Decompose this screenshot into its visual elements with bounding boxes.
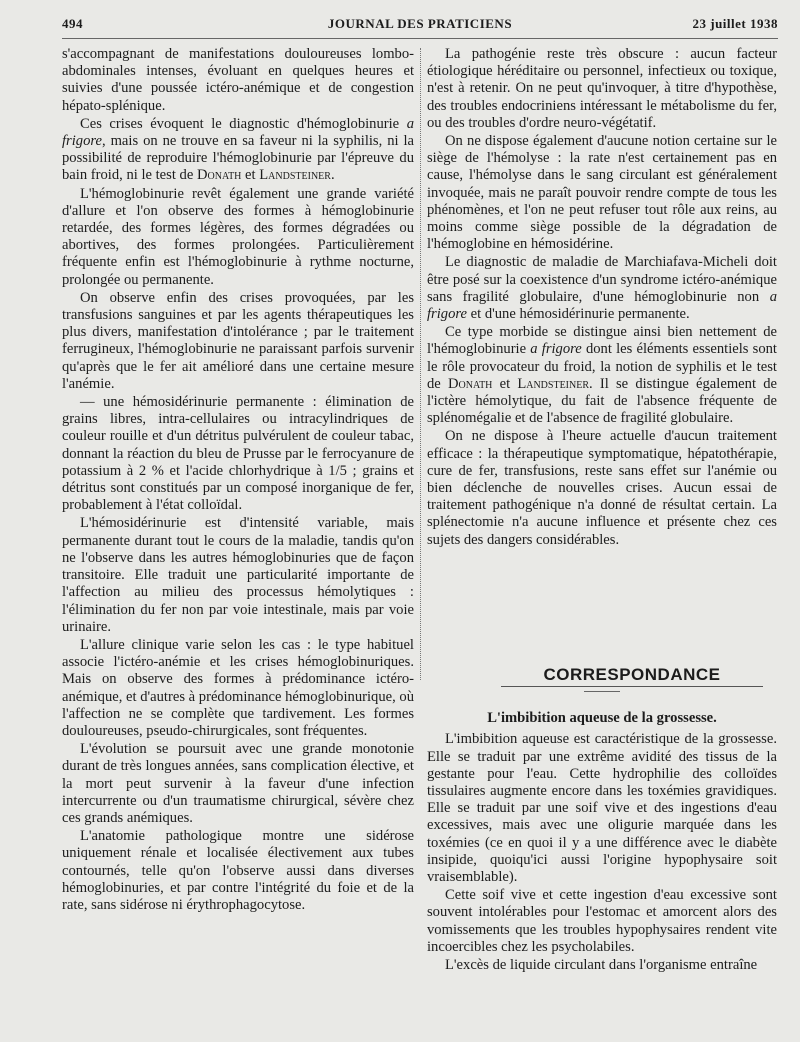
column-divider xyxy=(420,48,421,680)
paragraph: L'excès de liquide circulant dans l'organisme entraîne xyxy=(445,957,758,974)
paragraph: On ne dispose également d'aucune notion certaine sur le siège de l'hémolyse : la rate n'est certainement pas en cause, l'hémolyse dans le sang circulant est généralement invoquée, mais ne paraît pouvoir rendre compte de tous les phénomènes, et l'on ne peut refuser tout rôle aux reins, au moins comme siège possible de la dégradation de l'hémoglobine en hémosidérine. xyxy=(427,133,777,253)
paragraph: On observe enfin des crises provoquées, par les transfusions sanguines et par les agents thérapeutiques les plus divers, manifestation d'intolérance ; par le traitement ferrugineux, l'hémoglobinurie ne paraissant parfois survenir qu'après que le fer ait amélioré dans une certaine mesure l'anémie. xyxy=(62,289,414,392)
paragraph: L'hémoglobinurie revêt également une grande variété d'allure et l'on observe des formes à hémoglobinurie retardée, des formes légères, des formes dégradées ou abortives, des formes prolongées. Particulièrement fréquente enfin est l'hémoglobinurie à rythme nocturne, prolongée ou permanente. xyxy=(62,185,414,288)
paragraph: Ce type morbide se distingue ainsi bien nettement de l'hémoglobinurie a frigore dont les éléments essentiels sont le rôle provocateur du froid, la notion de syphilis et le test de Donath et Landsteiner. Il se distingue également de l'ictère hémolytique, du fait de l'absence fréquente de splénomégalie et de l'absence de fragilité globulaire. xyxy=(427,324,777,427)
left-column xyxy=(62,46,414,914)
paragraph: La pathogénie reste très obscure : aucun facteur étiologique héréditaire ou personnel, infectieux ou toxique, n'est à retenir. On ne peut qu'invoquer, à titre d'hypothèse, des troubles endocriniens intéressant le métabolisme du fer, ou des troubles d'ordre neuro-végétatif. xyxy=(427,46,777,131)
page-header xyxy=(62,14,778,39)
correspondance-section xyxy=(427,666,777,974)
paragraph: L'allure clinique varie selon les cas : le type habituel associe l'ictéro-anémie et les crises hémoglobinuriques. Mais on observe des formes à prédominance ictéro-anémique, et d'autres à prédominance hémoglobinurique, où l'affection ne se complète que tardivement. Les formes douloureuses, pseudo-chirurgicales, sont fréquentes. xyxy=(62,636,414,739)
paragraph: Le diagnostic de maladie de Marchiafava-Micheli doit être posé sur la coexistence d'un syndrome ictéro-anémique sans fragilité globulaire, d'une hémoglobinurie non a frigore et d'une hémosidérinurie permanente. xyxy=(427,254,777,323)
paragraph: L'anatomie pathologique montre une sidérose uniquement rénale et localisée électivement aux tubes contournés, telle qu'on l'observe aussi dans diverses hémoglobinuries, et par contre l'intégrité du foie et de la rate, sans sidérose ni érythrophagocytose. xyxy=(62,828,414,913)
paragraph: s'accompagnant de manifestations douloureuses lombo-abdominales intenses, évoluant en quelques heures et suivies d'une poussée ictéro-anémique et de congestion hépato-splénique. xyxy=(62,46,414,114)
paragraph: L'imbibition aqueuse est caractéristique de la grossesse. Elle se traduit par une extrême avidité des tissus de la gestante pour l'eau. Cette hydrophilie des colloïdes tissulaires augmente encore dans les toxémies gravidiques. Elle se traduit par une soif vive et des ingestions d'eau excessives, mais avec une oligurie marquée dans les toxémies (ce en quoi il y a une différence avec le diabète insipide, quoiqu'ici aussi l'origine hypophysaire soit vraisemblable). xyxy=(427,731,777,886)
paragraph: L'évolution se poursuit avec une grande monotonie durant de très longues années, sans complication élective, et la mort peut survenir à la faveur d'une infection intercurrente ou d'un traumatisme chirurgical, sévère chez ces grands anémiques. xyxy=(62,741,414,826)
paragraph: Cette soif vive et cette ingestion d'eau excessive sont souvent intolérables pour l'estomac et amorcent alors des vomissements que les troubles hypophysaires rendent vite incoercibles chez les psycholabiles. xyxy=(427,887,777,955)
paragraph: Ces crises évoquent le diagnostic d'hémoglobinurie a frigore, mais on ne trouve en sa faveur ni la syphilis, ni la possibilité de reproduire l'hémoglobinurie par l'épreuve du bain froid, ni le test de Donath et Landsteiner. xyxy=(62,115,414,184)
paragraph: — une hémosidérinurie permanente : élimination de grains libres, intra-cellulaires ou intracylindriques de couleur rouille et d'un détritus pulvérulent de couleur tabac, donnant la réaction du bleu de Prusse par le ferrocyanure de potassium à 2 % et l'acide chlorhydrique à 1/5 ; grains et détritus sont constitués par un composé inorganique de fer, probablement à l'état colloïdal. xyxy=(62,394,414,514)
paragraph: On ne dispose à l'heure actuelle d'aucun traitement efficace : la thérapeutique symptomatique, hépatothérapie, cure de fer, transfusions, reste sans effet sur l'anémie ou bien déclenche de nouvelles crises. Aucun essai de traitement pathogénique n'a donné de résultat certain. La splénectomie n'a aucune influence et présente chez ces sujets des dangers considérables. xyxy=(427,428,777,548)
journal-title: JOURNAL DES PRATICIENS xyxy=(327,16,513,31)
paragraph: L'hémosidérinurie est d'intensité variable, mais permanente durant tout le cours de la maladie, tandis qu'on ne l'observe dans les autres hémoglobinuries que de façon transitoire. Elle traduit une particularité importante de l'affection au milieu des processus hémolytiques : l'élimination du fer non par voie intestinale, mais par voie urinaire. xyxy=(62,515,414,635)
page-number: 494 xyxy=(62,16,83,31)
issue-date: 23 juillet 1938 xyxy=(692,16,778,31)
divider xyxy=(584,691,620,692)
article-title: L'imbibition aqueuse de la grossesse. xyxy=(487,710,717,727)
section-title: CORRESPONDANCE xyxy=(501,666,763,687)
right-column xyxy=(427,46,777,1026)
